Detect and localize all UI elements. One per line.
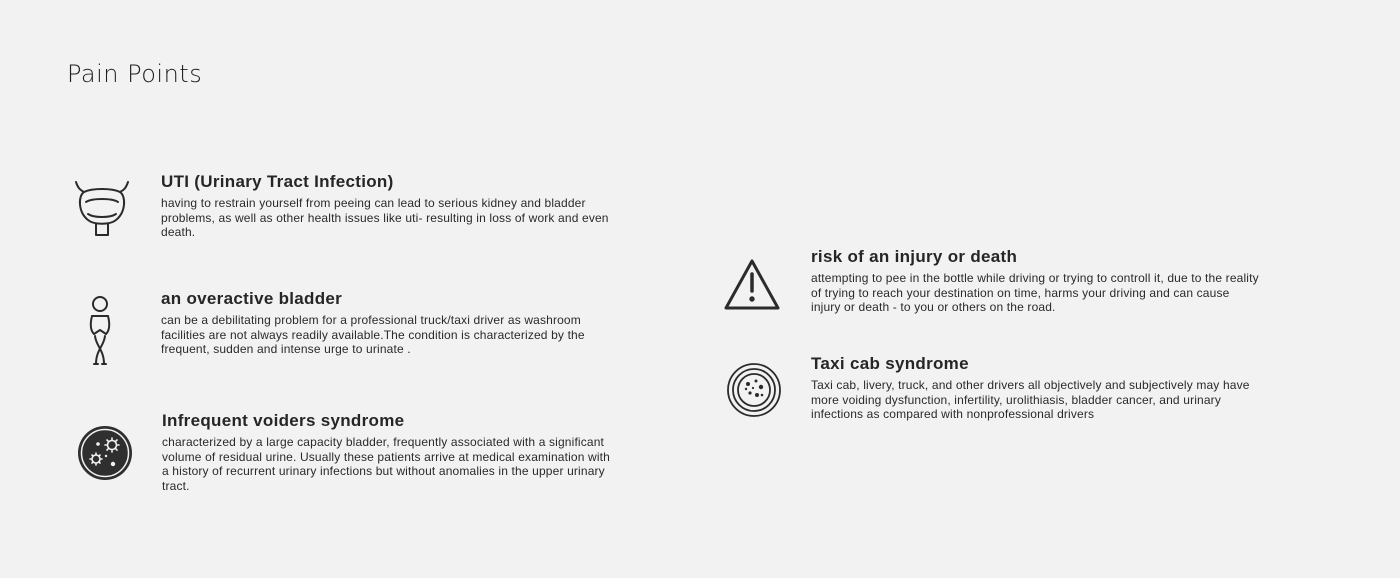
bacteria-icon: [76, 424, 134, 482]
pain-point-description: can be a debilitating problem for a professional truck/taxi driver as washroom facilities are not always readily available.The condition is characterized by the frequent, sudden and intense urge to urinate .: [161, 313, 585, 357]
pain-point-heading: Taxi cab syndrome: [811, 354, 969, 373]
petri-dish-icon: [726, 362, 782, 418]
pain-point-description: attempting to pee in the bottle while driving or trying to controll it, due to the reality of trying to reach your destination on time, harms your driving and can cause injury or death - to you or others on the road.: [811, 271, 1259, 315]
pain-point-description: having to restrain yourself from peeing can lead to serious kidney and bladder problems, as well as other health issues like uti- resulting in loss of work and even death.: [161, 196, 609, 240]
pain-point-heading: an overactive bladder: [161, 289, 343, 308]
pain-point-heading: risk of an injury or death: [811, 247, 1018, 266]
pain-point-description: characterized by a large capacity bladder, frequently associated with a significant volume of residual urine. Usually these patients arrive at medical examination with a history of recurrent urinary infections but without anomalies in the upper urinary tract.: [162, 435, 610, 493]
page-title: Pain Points: [67, 60, 203, 88]
bladder-icon: [72, 178, 132, 240]
person-holding-icon: [84, 296, 116, 368]
warning-icon: [722, 257, 782, 313]
pain-point-heading: Infrequent voiders syndrome: [162, 411, 405, 430]
pain-point-heading: UTI (Urinary Tract Infection): [161, 172, 394, 191]
pain-point-description: Taxi cab, livery, truck, and other drivers all objectively and subjectively may have more voiding dysfunction, infertility, urolithiasis, bladder cancer, and urinary infections as compared with nonprofessional drivers: [811, 378, 1250, 422]
